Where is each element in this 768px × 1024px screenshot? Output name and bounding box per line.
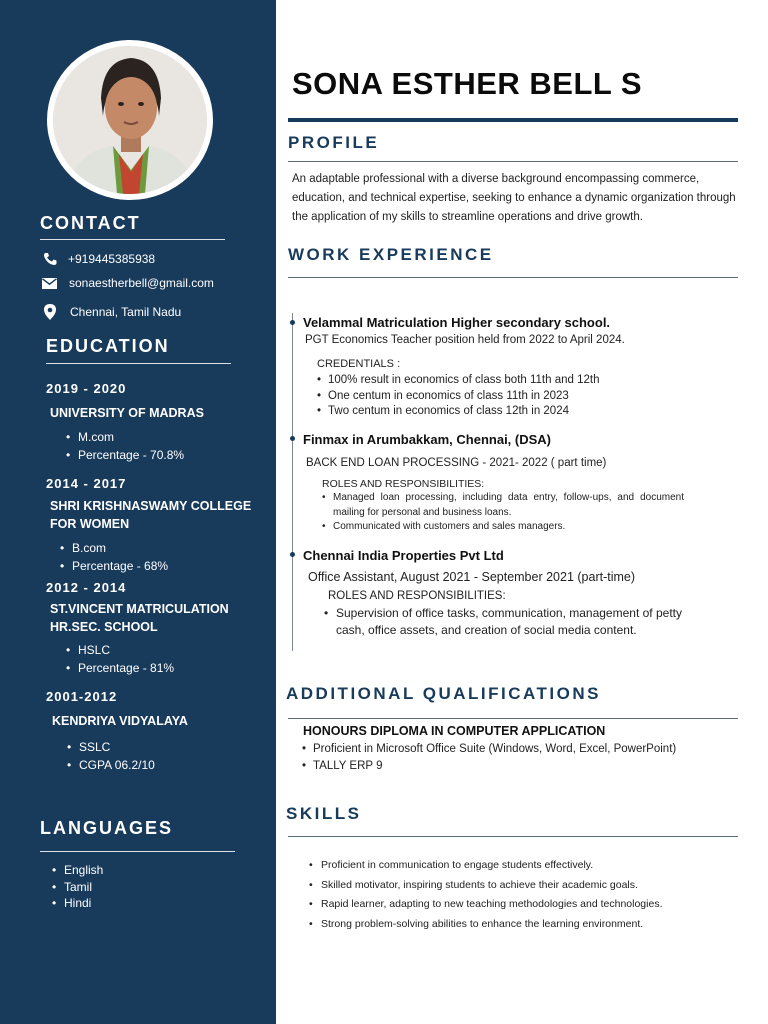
work-experience-divider — [288, 277, 738, 278]
additional-qualifications-divider — [288, 718, 738, 719]
contact-location — [42, 304, 181, 320]
job-title: Velammal Matriculation Higher secondary school. — [303, 315, 611, 330]
list-item: • 100% result in economics of class both 11th and 12th — [317, 373, 599, 389]
profile-photo — [47, 40, 213, 200]
job-subheading: ROLES AND RESPONSIBILITIES: — [322, 478, 485, 490]
location-text: Chennai, Tamil Nadu — [70, 305, 182, 319]
envelope-icon — [42, 278, 57, 289]
education-details — [67, 738, 155, 774]
work-experience-heading: WORK EXPERIENCE — [288, 245, 494, 264]
education-institution: KENDRIYA VIDYALAYA — [52, 714, 188, 728]
list-item: • Tamil — [52, 879, 103, 896]
contact-email — [42, 276, 214, 290]
job-subheading: CREDENTIALS : — [317, 358, 401, 370]
email-address[interactable]: sonaestherbell@gmail.com — [69, 276, 214, 290]
skills-divider — [288, 836, 738, 837]
education-years: 2012 - 2014 — [46, 580, 127, 595]
education-details — [66, 428, 184, 464]
list-item: • Proficient in Microsoft Office Suite (Windows, Word, Excel, PowerPoint) — [302, 741, 676, 758]
page-title: SONA ESTHER BELL S — [292, 66, 643, 101]
list-item: • Two centum in economics of class 12th in 2024 — [317, 404, 599, 420]
list-item: • Rapid learner, adapting to new teaching methodologies and technologies. — [309, 895, 663, 915]
job-responsibilities — [322, 491, 684, 535]
sidebar — [0, 0, 276, 1024]
list-item: • Strong problem-solving abilities to enhance the learning environment. — [309, 915, 663, 935]
education-years: 2019 - 2020 — [46, 381, 127, 396]
education-years: 2014 - 2017 — [46, 476, 127, 491]
list-item: • Supervision of office tasks, communication, management of petty cash, office assets, and creation of social media content. — [324, 605, 682, 638]
list-item: • One centum in economics of class 11th in 2023 — [317, 389, 599, 405]
list-item: • HSLC — [66, 641, 174, 659]
timeline-dot — [290, 320, 295, 325]
title-underline — [288, 118, 738, 122]
profile-text: An adaptable professional with a diverse background encompassing commerce, education, and technical expertise, seeking to enhance a dynamic organization through the application of my skills to streamline operations and drive growth. — [292, 173, 736, 223]
list-item: • Proficient in communication to engage students effectively. — [309, 856, 663, 876]
job-position: BACK END LOAN PROCESSING - 2021- 2022 ( part time) — [306, 457, 607, 469]
job-title: Chennai India Properties Pvt Ltd — [303, 548, 504, 563]
list-item: • English — [52, 862, 103, 879]
additional-qualifications-heading: ADDITIONAL QUALIFICATIONS — [286, 684, 601, 703]
phone-icon — [42, 252, 58, 266]
contact-phone — [42, 252, 155, 266]
job-title: Finmax in Arumbakkam, Chennai, (DSA) — [303, 432, 552, 447]
list-item: • Percentage - 70.8% — [66, 446, 184, 464]
phone-number[interactable]: +919445385938 — [68, 252, 156, 266]
languages-heading: LANGUAGES — [40, 818, 174, 838]
list-item: • Percentage - 81% — [66, 659, 174, 677]
job-responsibilities — [324, 605, 682, 638]
education-details — [60, 539, 168, 575]
languages-divider — [40, 851, 235, 852]
education-institution: SHRI KRISHNASWAMY COLLEGE FOR WOMEN — [50, 499, 252, 531]
job-subheading: ROLES AND RESPONSIBILITIES: — [328, 590, 506, 602]
list-item: • TALLY ERP 9 — [302, 758, 676, 775]
profile-divider — [288, 161, 738, 162]
list-item: • Percentage - 68% — [60, 557, 168, 575]
timeline-line — [292, 313, 293, 651]
avatar — [53, 46, 207, 194]
qualification-title: HONOURS DIPLOMA IN COMPUTER APPLICATION — [303, 724, 606, 738]
job-position: Office Assistant, August 2021 - September 2021 (part-time) — [308, 570, 636, 584]
languages-list — [52, 862, 103, 912]
list-item: • Skilled motivator, inspiring students to achieve their academic goals. — [309, 876, 663, 896]
list-item: • Hindi — [52, 895, 103, 912]
list-item: • Communicated with customers and sales managers. — [322, 520, 684, 535]
education-institution: ST.VINCENT MATRICULATION HR.SEC. SCHOOL — [50, 602, 229, 634]
education-divider — [46, 363, 231, 364]
list-item: • B.com — [60, 539, 168, 557]
job-position: PGT Economics Teacher position held from 2022 to April 2024. — [305, 334, 625, 346]
skills-list — [309, 856, 663, 934]
education-heading: EDUCATION — [46, 336, 170, 356]
map-pin-icon — [44, 304, 56, 320]
list-item: • M.com — [66, 428, 184, 446]
list-item: • CGPA 06.2/10 — [67, 756, 155, 774]
education-years: 2001-2012 — [46, 689, 118, 704]
contact-heading: CONTACT — [40, 213, 141, 233]
list-item: • SSLC — [67, 738, 155, 756]
skills-heading: SKILLS — [286, 804, 362, 823]
qualification-list — [302, 741, 676, 774]
education-institution: UNIVERSITY OF MADRAS — [50, 406, 204, 420]
contact-divider — [40, 239, 225, 240]
job-credentials — [317, 373, 599, 420]
timeline-dot — [290, 436, 295, 441]
list-item: • Managed loan processing, including data entry, follow-ups, and document mailing for personal and business loans. — [322, 491, 684, 520]
timeline-dot — [290, 552, 295, 557]
education-details — [66, 641, 174, 677]
profile-heading: PROFILE — [288, 133, 380, 152]
